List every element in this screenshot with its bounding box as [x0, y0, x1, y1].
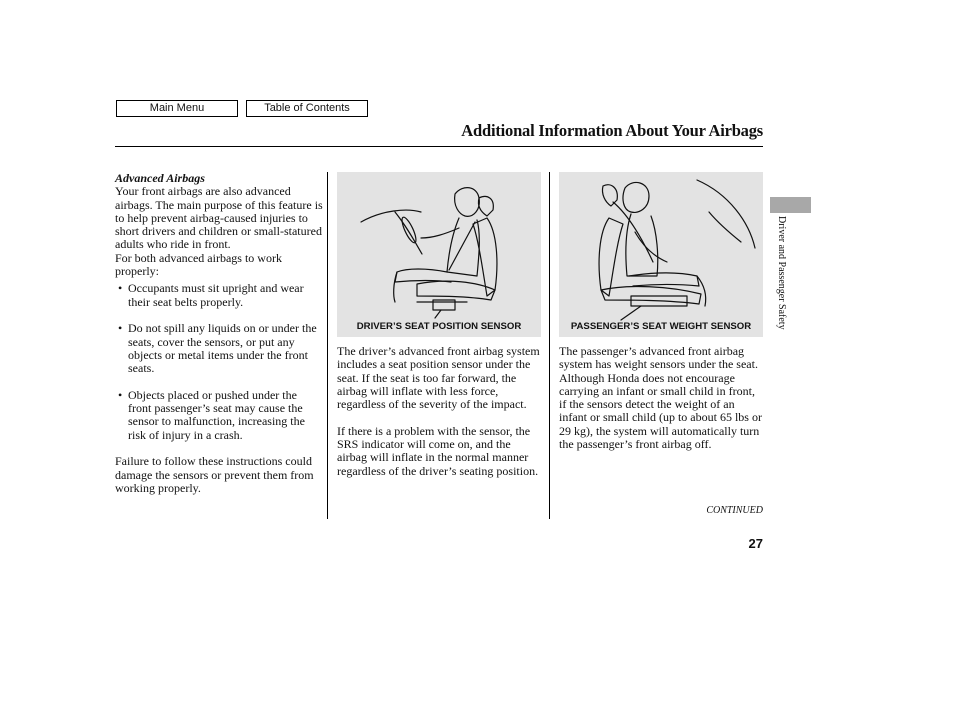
- passenger-seat-illustration: [559, 172, 763, 337]
- driver-seat-drawing: [337, 172, 541, 337]
- passenger-figure-caption: PASSENGER’S SEAT WEIGHT SENSOR: [570, 321, 752, 332]
- column-divider: [549, 172, 550, 519]
- driver-sensor-paragraph: The driver’s advanced front airbag system includes a seat position sensor under the seat. If the seat is too far forward, the airbag will inflate with less force, regardless of the severity of the impact.: [337, 344, 540, 412]
- section-label: Driver and Passenger Safety: [776, 216, 787, 330]
- list-item: • Objects placed or pushed under the front passenger’s seat may cause the sensor to malfunction, increasing the risk of injury in a crash.: [118, 387, 305, 442]
- column-driver-sensor: [337, 345, 542, 478]
- column-passenger-sensor: [559, 345, 764, 451]
- driver-seat-illustration: [337, 172, 541, 337]
- lead-paragraph: For both advanced airbags to work properly:: [115, 250, 282, 279]
- requirements-list: [115, 282, 323, 442]
- column-advanced-airbags: [115, 172, 323, 495]
- driver-figure-caption: DRIVER’S SEAT POSITION SENSOR: [356, 321, 522, 332]
- bullet-icon: •: [118, 387, 123, 402]
- intro-paragraph: Your front airbags are also advanced airbags. The main purpose of this feature is to help prevent airbag-caused injuries to short drivers and children or small-statured adults who ride in front.: [115, 184, 323, 252]
- sensor-problem-paragraph: If there is a problem with the sensor, the SRS indicator will come on, and the airbag will inflate in the normal manner regardless of the driver’s seating position.: [337, 423, 539, 478]
- table-of-contents-button[interactable]: Table of Contents: [246, 100, 368, 117]
- page-title: Additional Information About Your Airbags: [461, 121, 763, 140]
- passenger-seat-drawing: [559, 172, 763, 337]
- list-item: • Do not spill any liquids on or under the seats, cover the sensors, or put any objects or metal items under the front seats.: [118, 321, 317, 376]
- main-menu-button[interactable]: Main Menu: [116, 100, 238, 117]
- bullet-icon: •: [118, 281, 123, 296]
- column-divider: [327, 172, 328, 519]
- bullet-icon: •: [118, 321, 123, 336]
- page-number: 27: [748, 536, 763, 551]
- continued-label: CONTINUED: [706, 505, 763, 516]
- closing-paragraph: Failure to follow these instructions could damage the sensors or prevent them from working properly.: [115, 454, 314, 495]
- list-item: • Occupants must sit upright and wear their seat belts properly.: [118, 281, 304, 309]
- passenger-sensor-paragraph: The passenger’s advanced front airbag system has weight sensors under the seat. Although Honda does not encourage carrying an infant or small child in front, if the sensors detect the weight of an infant or small child (up to about 65 lbs or 29 kg), the system will automatically turn the passenger’s front airbag off.: [559, 344, 762, 452]
- section-tab: [770, 197, 811, 213]
- title-divider: [115, 146, 763, 147]
- subheading: Advanced Airbags: [115, 171, 205, 185]
